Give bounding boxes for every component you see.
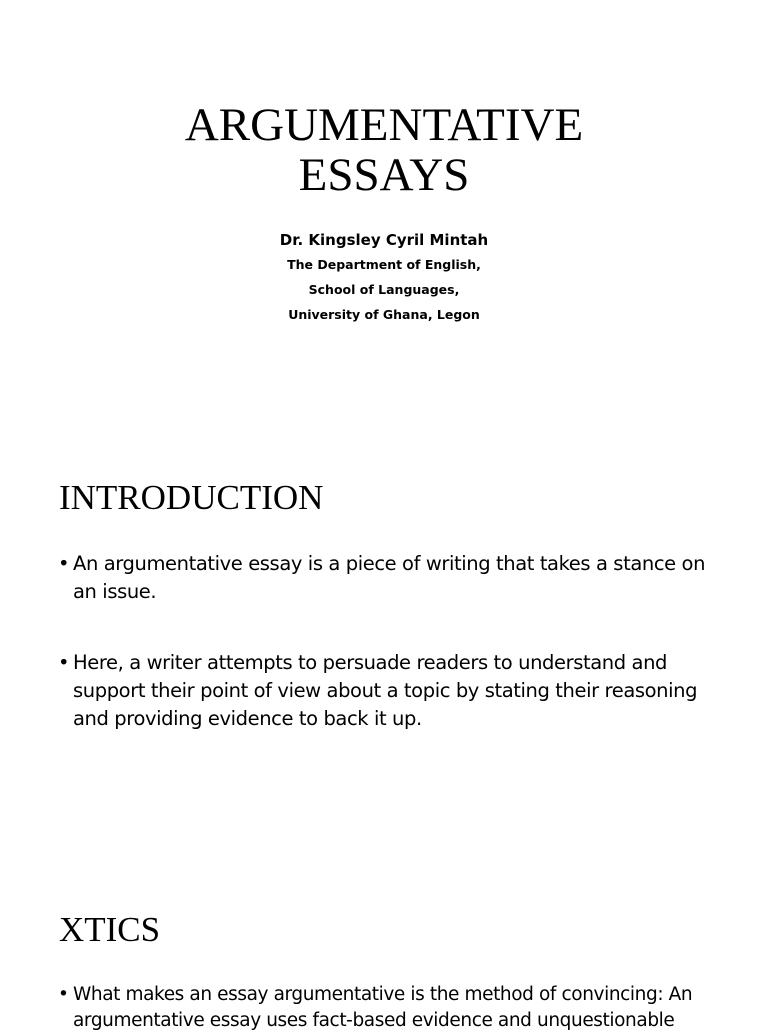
bullet-icon: • <box>58 984 69 1005</box>
bullet-text: What makes an essay argumentative is the method of convincing: An argumentative essay uses fact-based evidence and unquestionable <box>73 984 693 1031</box>
bullet-text: An argumentative essay is a piece of writing that takes a stance on an issue. <box>73 552 706 603</box>
affiliation-line: University of Ghana, Legon <box>288 307 480 322</box>
title-line: ARGUMENTATIVE <box>184 99 584 151</box>
xtics-heading: XTICS <box>59 910 161 949</box>
affiliation-line: School of Languages, <box>308 282 460 297</box>
bullet-text: Here, a writer attempts to persuade readers to understand and support their point of view about a topic by stating their reasoning and providing evidence to back it up. <box>73 651 698 730</box>
author-name: Dr. Kingsley Cyril Mintah <box>279 231 489 249</box>
affiliation-line: The Department of English, <box>287 257 481 272</box>
title-line: ESSAYS <box>298 149 470 201</box>
bullet-icon: • <box>58 552 70 575</box>
introduction-heading: INTRODUCTION <box>59 478 324 517</box>
bullet-icon: • <box>58 651 70 674</box>
xtics-bullet-list <box>58 982 708 1034</box>
list-item <box>58 982 708 1034</box>
